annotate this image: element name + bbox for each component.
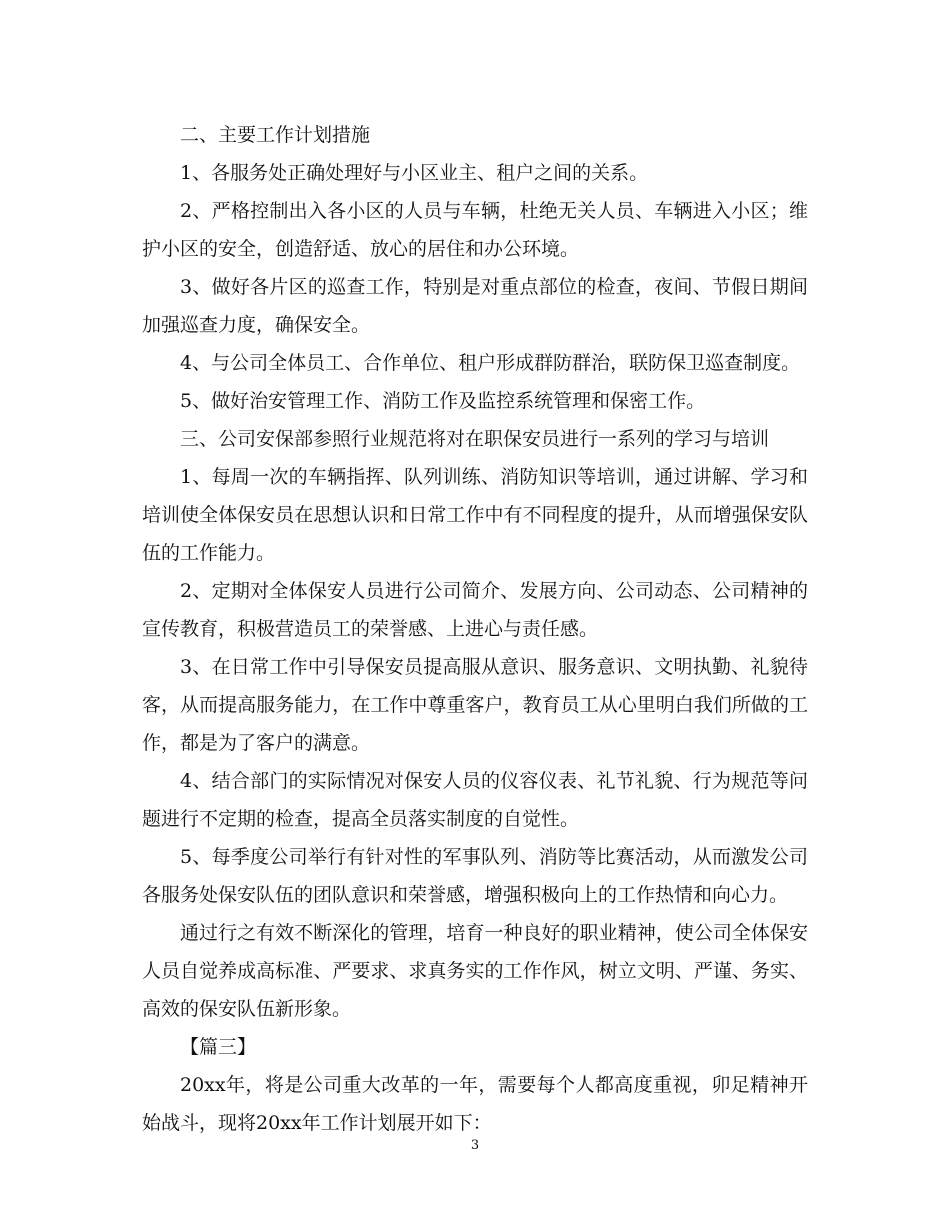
- paragraph: 1、每周一次的车辆指挥、队列训练、消防知识等培训，通过讲解、学习和培训使全体保安员在思想认识和日常工作中有不同程度的提升，从而增强保安队伍的工作能力。: [142, 466, 808, 564]
- paragraph: 2、严格控制出入各小区的人员与车辆，杜绝无关人员、车辆进入小区；维护小区的安全，创造舒适、放心的居住和办公环境。: [142, 200, 808, 260]
- document-body: [142, 116, 808, 1142]
- paragraph: 4、结合部门的实际情况对保安人员的仪容仪表、礼节礼貌、行为规范等问题进行不定期的检查，提高全员落实制度的自觉性。: [142, 770, 808, 830]
- paragraph: 4、与公司全体员工、合作单位、租户形成群防群治，联防保卫巡查制度。: [180, 352, 801, 374]
- section-heading-3: 三、公司安保部参照行业规范将对在职保安员进行一系列的学习与培训: [180, 428, 770, 450]
- paragraph: 2、定期对全体保安人员进行公司简介、发展方向、公司动态、公司精神的宣传教育，积极营造员工的荣誉感、上进心与责任感。: [142, 580, 808, 640]
- paragraph: 20xx年，将是公司重大改革的一年，需要每个人都高度重视，卯足精神开始战斗，现将20xx年工作计划展开如下：: [142, 1074, 808, 1134]
- paragraph: 3、在日常工作中引导保安员提高服从意识、服务意识、文明执勤、礼貌待客，从而提高服务能力，在工作中尊重客户，教育员工从心里明白我们所做的工作，都是为了客户的满意。: [142, 656, 808, 754]
- paragraph: 1、各服务处正确处理好与小区业主、租户之间的关系。: [180, 162, 649, 184]
- chapter-marker: 【篇三】: [180, 1036, 257, 1058]
- section-heading-2: 二、主要工作计划措施: [180, 124, 371, 146]
- paragraph: 3、做好各片区的巡查工作，特别是对重点部位的检查，夜间、节假日期间加强巡查力度，确保安全。: [142, 276, 808, 336]
- page-number: 3: [470, 1138, 480, 1153]
- paragraph: 5、做好治安管理工作、消防工作及监控系统管理和保密工作。: [180, 390, 706, 412]
- paragraph: 通过行之有效不断深化的管理，培育一种良好的职业精神，使公司全体保安人员自觉养成高标准、严要求、求真务实的工作作风，树立文明、严谨、务实、高效的保安队伍新形象。: [142, 922, 808, 1020]
- paragraph: 5、每季度公司举行有针对性的军事队列、消防等比赛活动，从而激发公司各服务处保安队伍的团队意识和荣誉感，增强积极向上的工作热情和向心力。: [142, 846, 808, 906]
